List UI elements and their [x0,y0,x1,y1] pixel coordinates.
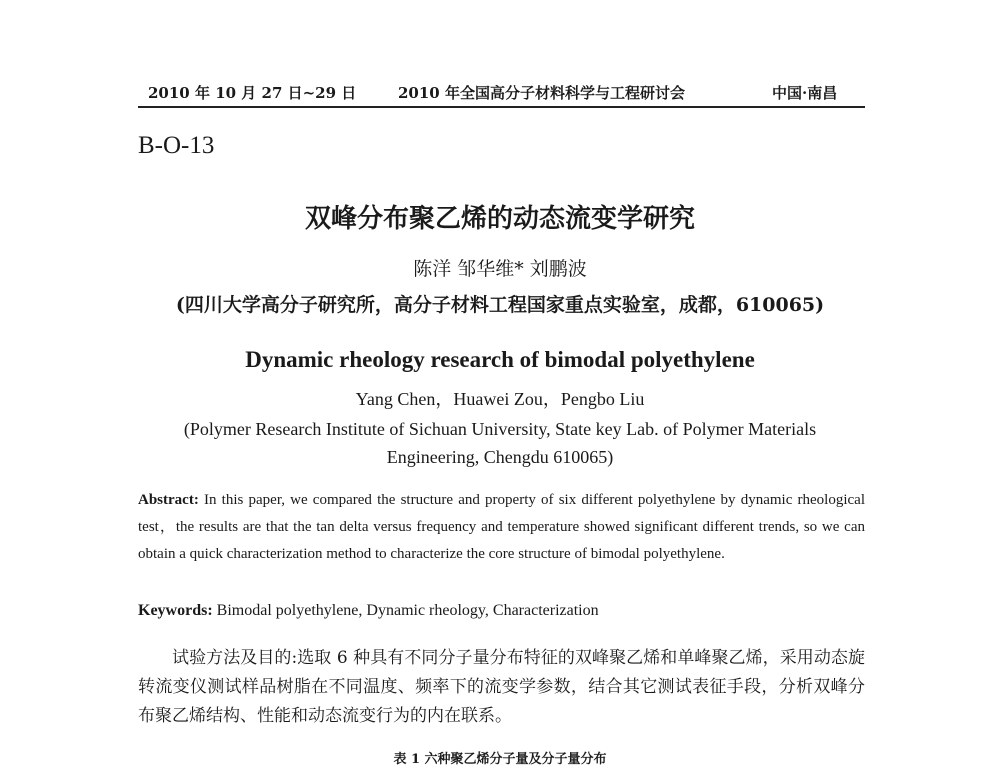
title-english: Dynamic rheology research of bimodal polyethylene [245,347,755,372]
affiliation-chinese: (四川大学高分子研究所，高分子材料工程国家重点实验室，成都，610065) [175,294,825,316]
paper-code: B-O-13 [138,132,215,159]
header-location: 中国·南昌 [772,84,838,102]
keywords [138,602,599,620]
affiliation-english-line1: (Polymer Research Institute of Sichuan University, State key Lab. of Polymer Materials [183,419,817,439]
keywords-text: Bimodal polyethylene, Dynamic rheology, Characterization [216,602,599,619]
abstract-text: In this paper, we compared the structure and property of six different polyethylene by dynamic rheological test，the results are that the tan delta versus frequency and temperature showed significant different trends, so we can obtain a quick characterization method to characterize the core structure of bimodal polyethylene. [138,492,865,562]
body-paragraph: 试验方法及目的:选取 6 种具有不同分子量分布特征的双峰聚乙烯和单峰聚乙烯，采用动态旋转流变仪测试样品树脂在不同温度、频率下的流变学参数，结合其它测试表征手段，分析双峰分布聚乙烯结构、性能和动态流变行为的内在联系。 [138,648,865,726]
header-date: 2010 年 10 月 27 日~29 日 [148,84,357,102]
title-chinese: 双峰分布聚乙烯的动态流变学研究 [304,204,695,234]
abstract-label: Abstract: [138,492,199,508]
abstract [138,487,865,568]
affiliation-english-line2: Engineering, Chengdu 610065) [386,447,614,467]
header-rule [138,106,865,108]
keywords-label: Keywords: [138,602,213,619]
authors-chinese: 陈洋 邹华维* 刘鹏波 [413,258,587,280]
header-conference: 2010 年全国高分子材料科学与工程研讨会 [398,84,685,102]
table-caption: 表 1 六种聚乙烯分子量及分子量分布 [393,752,607,767]
authors-english: Yang Chen，Huawei Zou，Pengbo Liu [355,389,645,409]
